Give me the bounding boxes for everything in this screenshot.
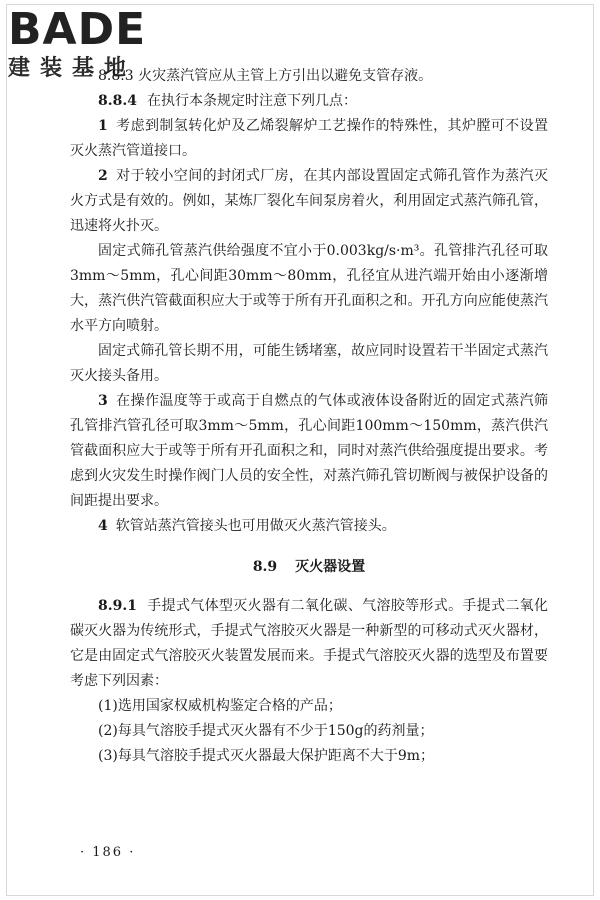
section-heading [70, 555, 548, 580]
watermark-subtitle: 建装基地 [8, 56, 137, 81]
paragraph-rust-note: 固定式筛孔管长期不用，可能生锈堵塞，故应同时设置若干半固定式蒸汽灭火接头备用。 [70, 343, 548, 384]
item-3-text: 在操作温度等于或高于自燃点的气体或液体设备附近的固定式蒸汽筛孔管排汽管孔径可取3mm～5mm，孔心间距100mm～150mm，蒸汽供汽管截面积应大于或等于所有开孔面积之和，同时对蒸汽供给强度提出要求。考虑到火灾发生时操作阀门人员的安全性，对蒸汽筛孔管切断阀与被保护设备的间距提出要求。 [70, 393, 548, 509]
clause-884 [70, 89, 548, 114]
item-1-text: 考虑到制氢转化炉及乙烯裂解炉工艺操作的特殊性，其炉膛可不设置灭火蒸汽管道接口。 [70, 118, 548, 159]
item-4-text: 软管站蒸汽管接头也可用做灭火蒸汽管接头。 [115, 518, 396, 534]
item-2 [70, 164, 548, 239]
section-number: 8.9 [252, 559, 278, 575]
item-2-text: 对于较小空间的封闭式厂房，在其内部设置固定式筛孔管作为蒸汽灭火方式是有效的。例如，某炼厂裂化车间泵房着火，利用固定式蒸汽筛孔管，迅速将火扑灭。 [70, 168, 548, 234]
clause-884-number: 8.8.4 [98, 93, 137, 109]
page-number: · 186 · [80, 845, 136, 860]
item-3 [70, 389, 548, 514]
item-1-number: 1 [98, 118, 108, 134]
clause-883-text: 8.8.3 火灾蒸汽管应从主管上方引出以避免支管存液。 [98, 68, 433, 84]
watermark-brand: BADE [8, 4, 147, 55]
clause-891 [70, 594, 548, 694]
paragraph-supply-intensity: 固定式筛孔管蒸汽供给强度不宜小于0.003kg/s·m³。孔管排汽孔径可取3mm～5mm，孔心间距30mm～80mm，孔径宜从进汽端开始由小逐渐增大，蒸汽供汽管截面积应大于或等于所有开孔面积之和。开孔方向应能使蒸汽水平方向喷射。 [70, 243, 548, 334]
item-4-number: 4 [98, 518, 108, 534]
item-2-number: 2 [98, 168, 108, 184]
document-body [70, 64, 548, 769]
clause-884-text: 在执行本条规定时注意下列几点： [146, 93, 357, 109]
section-title: 灭火器设置 [295, 559, 366, 575]
clause-891-number: 8.9.1 [98, 598, 137, 614]
clause-891-text: 手提式气体型灭火器有二氧化碳、气溶胶等形式。手提式二氧化碳灭火器为传统形式，手提式气溶胶灭火器是一种新型的可移动式灭火器材，它是由固定式气溶胶灭火装置发展而来。手提式气溶胶灭火器的选型及布置要考虑下列因素： [70, 598, 548, 689]
item-4 [70, 514, 548, 539]
item-1 [70, 114, 548, 164]
item-3-number: 3 [98, 393, 108, 409]
factor-item: (1)选用国家权威机构鉴定合格的产品； [98, 698, 342, 714]
factor-item: (3)每具气溶胶手提式灭火器最大保护距离不大于9m； [98, 748, 435, 764]
factor-item: (2)每具气溶胶手提式灭火器有不少于150g的药剂量； [98, 723, 434, 739]
